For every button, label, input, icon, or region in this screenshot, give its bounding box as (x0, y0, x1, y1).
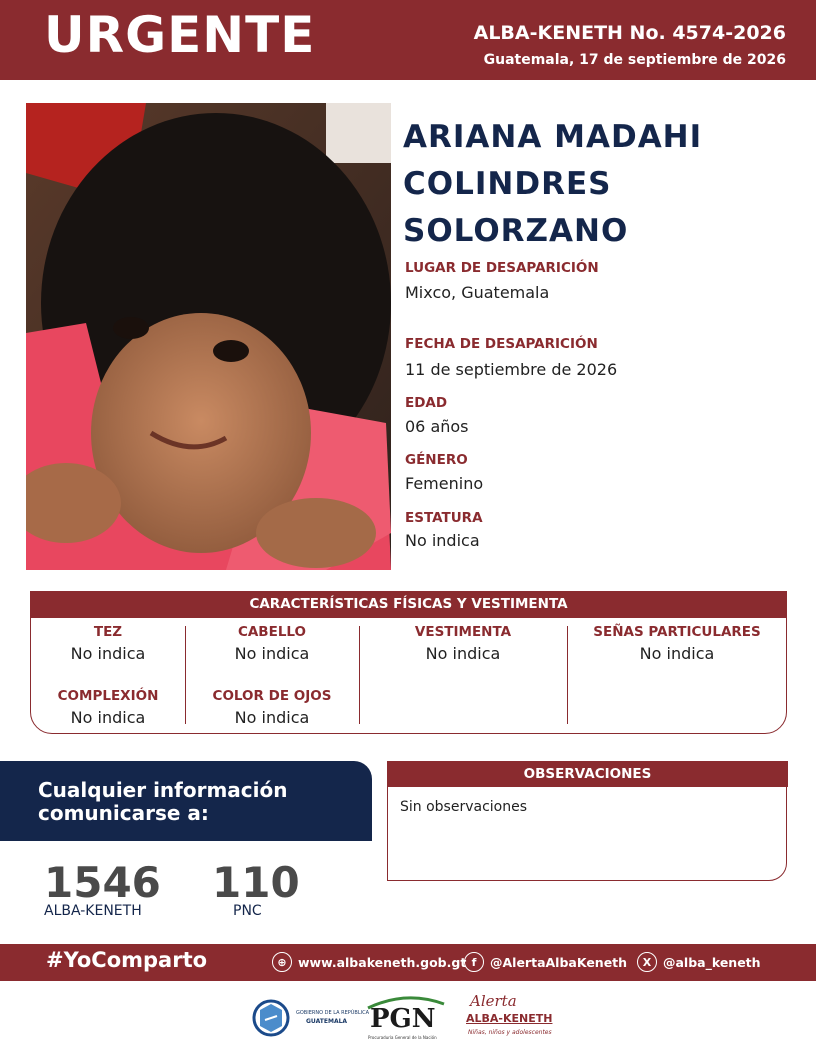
coat-of-arms-icon (250, 996, 292, 1040)
alerta-subtitle: Niñas, niños y adolescentes (468, 1029, 552, 1036)
urgent-title: URGENTE (44, 6, 316, 64)
cabello-value: No indica (234, 644, 310, 663)
characteristics-panel (30, 591, 787, 734)
height-label: ESTATURA (405, 510, 483, 526)
x-icon: X (637, 952, 657, 972)
tez-label: TEZ (93, 624, 123, 640)
eye-color-value: No indica (234, 708, 310, 727)
phone-alba-keneth-label: ALBA-KENETH (44, 903, 142, 919)
contact-text (38, 779, 288, 825)
alerta-logo (464, 992, 553, 1044)
gender-value: Femenino (405, 474, 484, 493)
alert-number: ALBA-KENETH No. 4574-2026 (473, 22, 786, 44)
vestimenta-value: No indica (425, 644, 501, 663)
website-link[interactable] (272, 952, 466, 972)
column-divider (359, 626, 360, 724)
contact-line-1: Cualquier información (38, 778, 288, 802)
social-bar (0, 944, 816, 981)
missing-person-photo (26, 103, 391, 570)
phone-pnc-label: PNC (233, 903, 262, 919)
gov-guatemala-logo (250, 996, 370, 1040)
complexion-value: No indica (70, 708, 146, 727)
place-label: LUGAR DE DESAPARICIÓN (405, 260, 599, 276)
pgn-text: PGN (370, 1004, 436, 1034)
website-text: www.albakeneth.gob.gt (298, 954, 467, 970)
header-banner (0, 0, 816, 80)
name-line-2: COLINDRES (403, 166, 612, 202)
age-label: EDAD (405, 395, 448, 411)
height-value: No indica (405, 531, 480, 550)
place-value: Mixco, Guatemala (405, 283, 550, 302)
gov-line-1: GOBIERNO DE LA REPÚBLICA (296, 1010, 370, 1016)
x-text: @alba_keneth (663, 954, 761, 970)
observations-text: Sin observaciones (400, 799, 528, 815)
senas-label: SEÑAS PARTICULARES (593, 624, 761, 640)
globe-icon: ⊕ (272, 952, 292, 972)
column-divider (567, 626, 568, 724)
alert-date: Guatemala, 17 de septiembre de 2026 (483, 52, 786, 68)
facebook-icon: f (464, 952, 484, 972)
phone-pnc[interactable]: 110 (212, 858, 300, 907)
vestimenta-label: VESTIMENTA (414, 624, 512, 640)
facebook-link[interactable] (464, 952, 627, 972)
tez-value: No indica (70, 644, 146, 663)
observations-panel (387, 761, 787, 881)
person-name (403, 114, 793, 255)
hashtag: #YoComparto (46, 948, 208, 972)
pgn-logo (366, 994, 446, 1042)
pgn-subtitle: Procuraduría General de la Nación (368, 1035, 437, 1040)
footer-logos (0, 990, 816, 1046)
eye-color-label: COLOR DE OJOS (212, 688, 332, 704)
gender-label: GÉNERO (405, 452, 468, 468)
cabello-label: CABELLO (237, 624, 307, 640)
complexion-label: COMPLEXIÓN (57, 688, 159, 704)
observations-title: OBSERVACIONES (387, 761, 788, 787)
name-line-3: SOLORZANO (403, 213, 629, 249)
alerta-line-2: ALBA-KENETH (466, 1012, 553, 1025)
date-value: 11 de septiembre de 2026 (405, 360, 618, 379)
name-line-1: ARIANA MADAHI (403, 119, 703, 155)
x-link[interactable] (637, 952, 761, 972)
gov-line-2: GUATEMALA (306, 1018, 348, 1025)
contact-banner (0, 761, 372, 841)
characteristics-title: CARACTERÍSTICAS FÍSICAS Y VESTIMENTA (30, 591, 787, 618)
phone-alba-keneth[interactable]: 1546 (44, 858, 161, 907)
contact-line-2: comunicarse a: (38, 801, 209, 825)
senas-value: No indica (639, 644, 715, 663)
facebook-text: @AlertaAlbaKeneth (490, 954, 628, 970)
age-value: 06 años (405, 417, 469, 436)
alerta-line-1: Alerta (470, 992, 517, 1010)
date-label: FECHA DE DESAPARICIÓN (405, 336, 598, 352)
